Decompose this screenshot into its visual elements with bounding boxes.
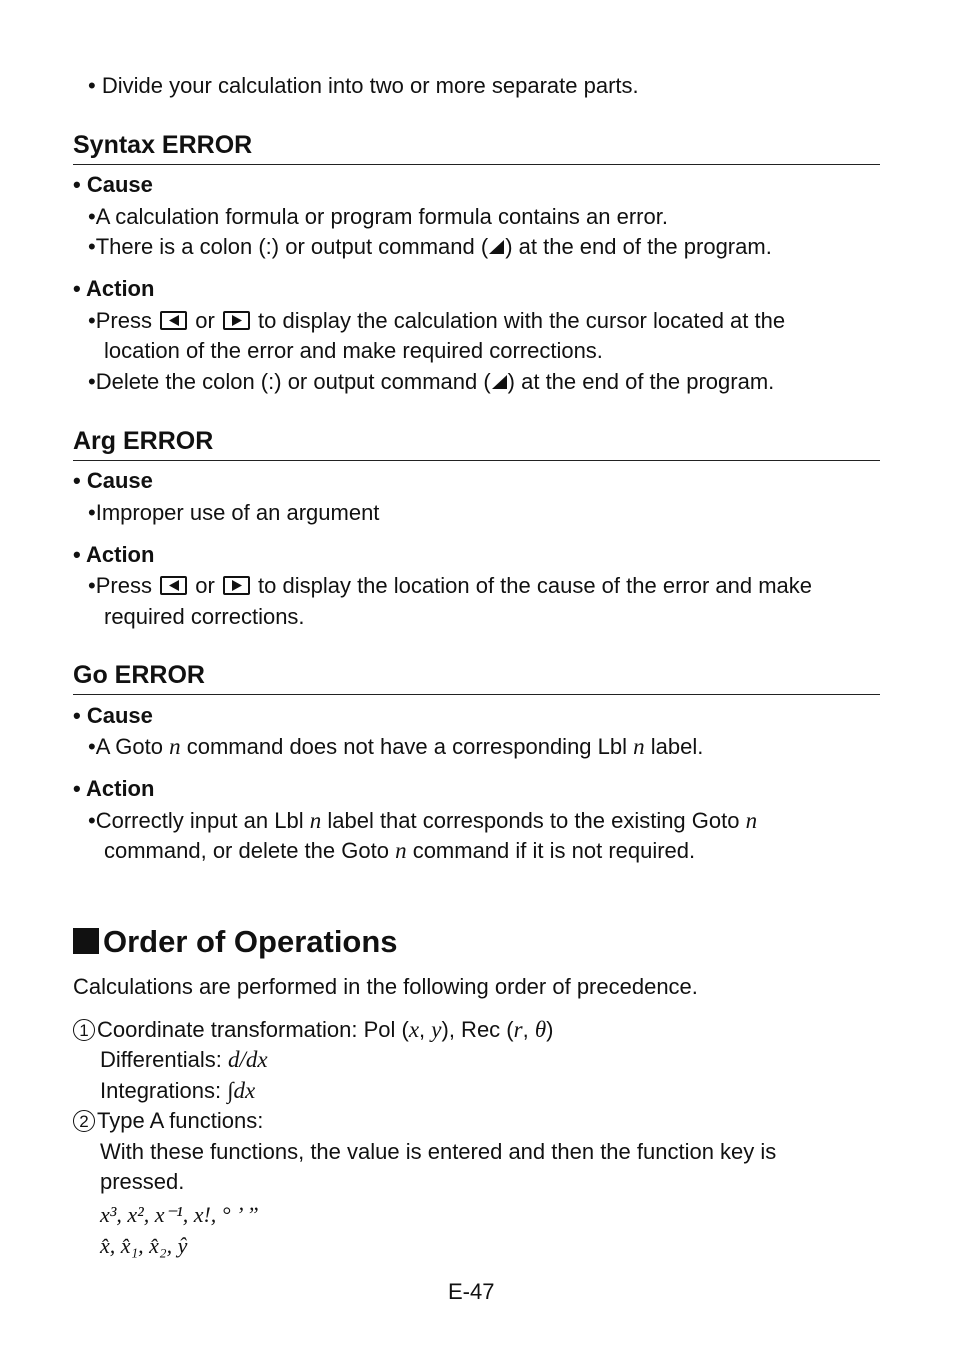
bullet: •	[88, 73, 96, 98]
bullet-text: Improper use of an argument	[95, 500, 380, 525]
bullet-text: There is a colon (:) or output command (	[95, 234, 489, 259]
bullet-text: Correctly input an Lbl	[95, 808, 304, 833]
bullet: •	[73, 703, 81, 728]
order-item-2-desc: With these functions, the value is entered and then the function key is	[100, 1139, 777, 1164]
variable-n: n	[169, 734, 181, 759]
section-divider	[73, 694, 880, 695]
bullet-text: ) at the end of the program.	[507, 369, 775, 394]
circled-number: 2	[73, 1110, 95, 1132]
page-number: E-47	[448, 1279, 495, 1304]
bullet: •	[88, 204, 96, 229]
left-arrow-key-icon	[160, 576, 187, 595]
syntax-action-1	[88, 306, 785, 336]
math-var: x	[408, 1017, 420, 1042]
right-arrow-key-icon	[223, 311, 250, 330]
item-text: Integrations:	[100, 1078, 222, 1103]
black-square-icon	[73, 928, 99, 954]
arg-action-label	[73, 542, 154, 568]
order-intro: Calculations are performed in the following order of precedence.	[73, 974, 698, 999]
output-command-icon	[488, 239, 505, 255]
go-error-title: Go ERROR	[73, 661, 205, 689]
bullet-text: Press	[95, 573, 152, 598]
bullet-text: Delete the colon (:) or output command (	[95, 369, 491, 394]
order-item-2	[73, 1106, 263, 1136]
syntax-action-label	[73, 276, 154, 302]
bullet: •	[73, 776, 81, 801]
item-text: ,	[522, 1017, 535, 1042]
item-text: )	[546, 1017, 554, 1042]
bullet-text: to display the calculation with the cursor located at the	[258, 308, 786, 333]
arg-action-1-cont: required corrections.	[104, 604, 305, 629]
math-var: θ	[534, 1017, 547, 1042]
order-item-2-desc-cont: pressed.	[100, 1169, 185, 1194]
label-text: Cause	[86, 468, 153, 493]
variable-n: n	[395, 838, 407, 863]
syntax-cause-2	[88, 232, 772, 262]
bullet: •	[88, 734, 96, 759]
math-expr: d/dx	[228, 1047, 268, 1072]
label-text: Cause	[86, 172, 153, 197]
output-command-icon	[491, 374, 508, 390]
syntax-action-1-cont: location of the error and make required corrections.	[104, 338, 603, 363]
section-divider	[73, 460, 880, 461]
syntax-cause-label	[73, 172, 153, 198]
order-item-2-regression-functions: x̂, x̂₁, x̂₂, ŷ	[100, 1233, 188, 1258]
syntax-cause-1	[88, 202, 668, 232]
bullet-text: Divide your calculation into two or more separate parts.	[101, 73, 639, 98]
bullet: •	[88, 234, 96, 259]
math-expr: ∫dx	[227, 1078, 256, 1103]
label-text: Action	[86, 776, 155, 801]
bullet: •	[88, 500, 96, 525]
syntax-error-title: Syntax ERROR	[73, 131, 253, 159]
item-text: Differentials:	[100, 1047, 222, 1072]
item-text: Type A functions:	[97, 1108, 264, 1133]
bullet-text: label.	[650, 734, 704, 759]
order-item-1-int	[100, 1076, 255, 1106]
order-item-2-functions: x³, x², x⁻¹, x!, ° ’ ”	[100, 1202, 259, 1227]
arg-cause-label	[73, 468, 153, 494]
label-text: Cause	[86, 703, 153, 728]
bullet-text: to display the location of the cause of the error and make	[258, 573, 813, 598]
arg-cause-1	[88, 498, 379, 528]
item-text: ), Rec (	[441, 1017, 514, 1042]
bullet: •	[88, 369, 96, 394]
go-action-label	[73, 776, 154, 802]
bullet: •	[73, 276, 81, 301]
bullet: •	[88, 808, 96, 833]
bullet-text: command, or delete the Goto	[104, 838, 389, 863]
bullet: •	[73, 542, 81, 567]
item-text: Coordinate transformation: Pol (	[97, 1017, 409, 1042]
or-text: or	[195, 573, 215, 598]
bullet-text: command if it is not required.	[412, 838, 696, 863]
go-cause-label	[73, 703, 153, 729]
variable-n: n	[309, 808, 322, 833]
bullet-text: ) at the end of the program.	[505, 234, 772, 259]
item-text: ,	[419, 1017, 432, 1042]
variable-n: n	[745, 808, 758, 833]
or-text: or	[195, 308, 215, 333]
circled-number: 1	[73, 1019, 95, 1041]
bullet: •	[88, 308, 96, 333]
bullet: •	[73, 172, 81, 197]
go-action-1-cont	[104, 836, 695, 866]
heading-text: Order of Operations	[103, 924, 398, 959]
order-item-1	[73, 1015, 553, 1045]
go-cause-1	[88, 732, 703, 762]
section-divider	[73, 164, 880, 165]
bullet: •	[73, 468, 81, 493]
label-text: Action	[86, 542, 155, 567]
math-var: y	[431, 1017, 442, 1042]
right-arrow-key-icon	[223, 576, 250, 595]
order-of-operations-heading	[73, 924, 398, 960]
left-arrow-key-icon	[160, 311, 187, 330]
bullet-text: A Goto	[95, 734, 163, 759]
arg-action-1	[88, 571, 812, 601]
bullet-text: label that corresponds to the existing Goto	[327, 808, 740, 833]
bullet-text: A calculation formula or program formula contains an error.	[95, 204, 668, 229]
syntax-action-2	[88, 367, 774, 397]
math-var: r	[513, 1017, 523, 1042]
variable-n: n	[633, 734, 645, 759]
order-item-1-diff	[100, 1045, 268, 1075]
label-text: Action	[86, 276, 155, 301]
intro-bullet	[88, 71, 639, 101]
go-action-1	[88, 806, 757, 836]
bullet-text: command does not have a corresponding Lbl	[186, 734, 628, 759]
bullet-text: Press	[95, 308, 152, 333]
arg-error-title: Arg ERROR	[73, 427, 214, 455]
bullet: •	[88, 573, 96, 598]
